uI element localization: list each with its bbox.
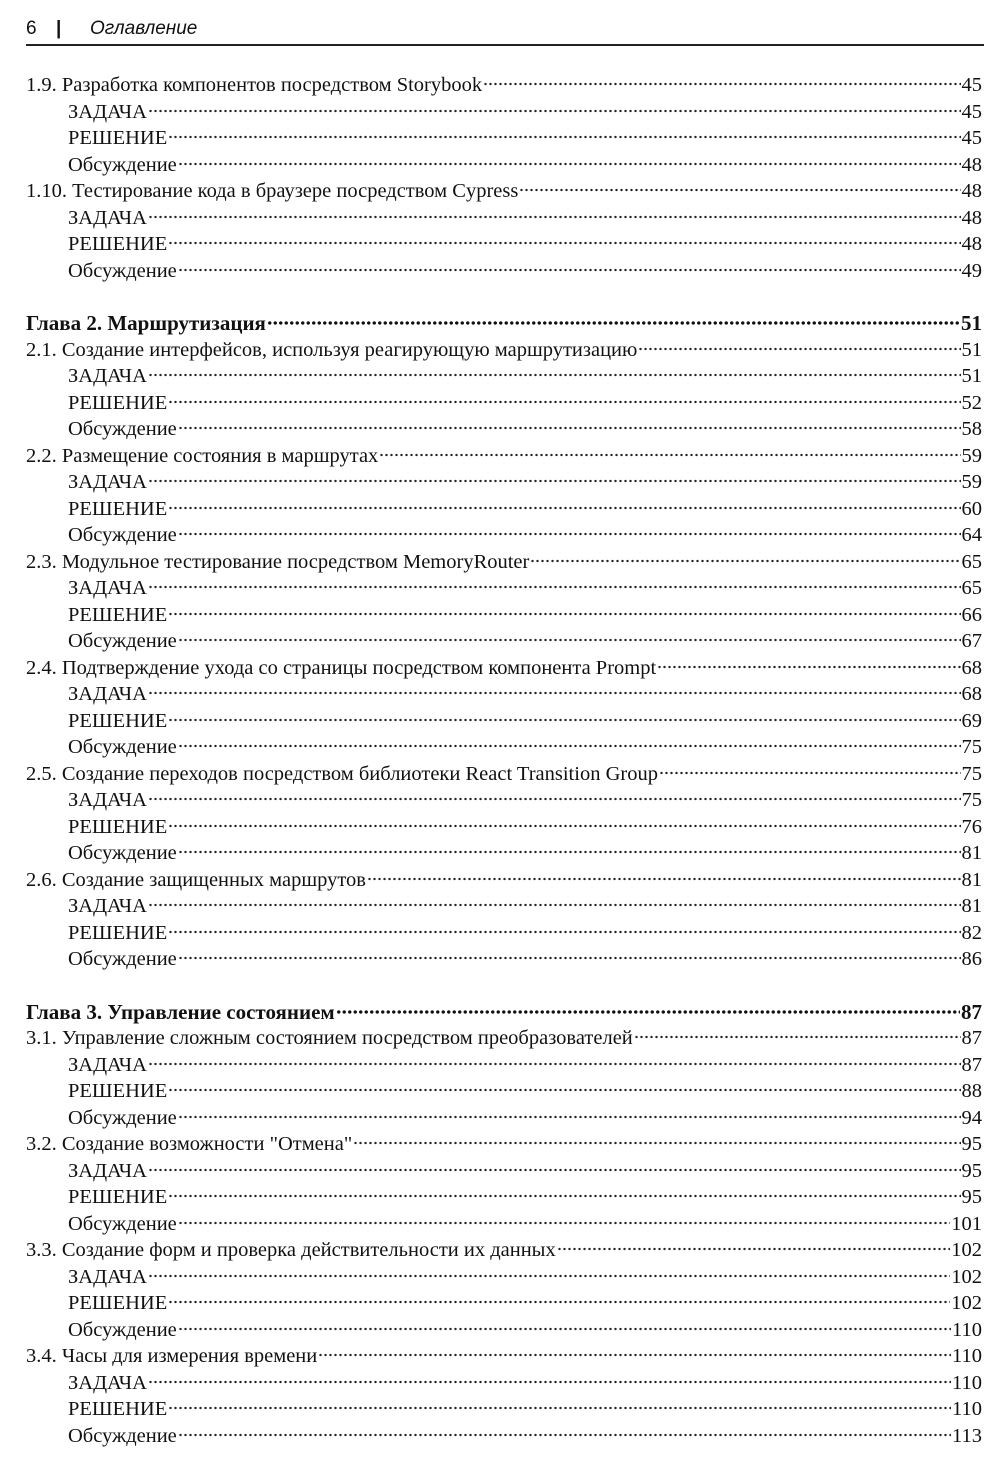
dot-leader (519, 188, 960, 192)
toc-subsection-entry[interactable] (26, 99, 982, 126)
toc-section-entry[interactable] (26, 178, 982, 205)
toc-subsection-entry[interactable] (26, 602, 982, 629)
toc-entry-page-number: 51 (961, 311, 982, 335)
dot-leader (267, 321, 960, 325)
toc-entry-page-number: 102 (951, 1292, 982, 1314)
toc-entry-page-number: 48 (961, 153, 982, 176)
toc-subsection-entry[interactable] (26, 893, 982, 920)
dot-leader (148, 691, 961, 695)
toc-entry-title: РЕШЕНИЕ (68, 1080, 168, 1102)
dot-leader (379, 453, 960, 457)
toc-entry-title: 2.2. Размещение состояния в маршрутах (26, 444, 379, 467)
toc-chapter-entry[interactable] (26, 310, 982, 337)
toc-entry-title: ЗАДАЧА (68, 365, 147, 387)
toc-subsection-entry[interactable] (26, 125, 982, 152)
dot-leader (168, 400, 960, 404)
toc-entry-page-number: 76 (961, 815, 982, 838)
dot-leader (148, 109, 961, 113)
toc-section-entry[interactable] (26, 549, 982, 576)
toc-entry-page-number: 81 (961, 868, 982, 891)
toc-entry-title: Обсуждение (68, 418, 177, 440)
page-number: 6 (26, 18, 37, 39)
toc-subsection-entry[interactable] (26, 814, 982, 841)
toc-section-entry[interactable] (26, 337, 982, 364)
toc-entry-title: РЕШЕНИЕ (68, 127, 168, 149)
dot-leader (178, 1433, 951, 1437)
dot-leader (483, 82, 960, 86)
toc-subsection-entry[interactable] (26, 1317, 982, 1344)
toc-entry-title: ЗАДАЧА (68, 206, 147, 229)
toc-subsection-entry[interactable] (26, 787, 982, 814)
toc-section-entry[interactable] (26, 1131, 982, 1158)
toc-entry-title: ЗАДАЧА (68, 577, 147, 599)
toc-section-entry[interactable] (26, 1237, 982, 1264)
toc-entry-title: 3.2. Создание возможности "Отмена" (26, 1133, 353, 1155)
toc-subsection-entry[interactable] (26, 1396, 982, 1423)
toc-entry-page-number: 87 (961, 1053, 982, 1076)
toc-subsection-entry[interactable] (26, 1211, 982, 1238)
toc-subsection-entry[interactable] (26, 734, 982, 761)
toc-entry-page-number: 64 (961, 524, 982, 546)
toc-entry-page-number: 88 (961, 1080, 982, 1102)
toc-entry-title: РЕШЕНИЕ (68, 921, 168, 944)
toc-entry-title: ЗАДАЧА (68, 1053, 147, 1076)
toc-entry-title: ЗАДАЧА (68, 895, 147, 917)
toc-chapter-entry[interactable] (26, 999, 982, 1026)
toc-entry-page-number: 95 (961, 1159, 982, 1182)
toc-subsection-entry[interactable] (26, 496, 982, 523)
toc-entry-title: РЕШЕНИЕ (68, 709, 168, 732)
toc-section-entry[interactable] (26, 1343, 982, 1370)
toc-entry-title: Обсуждение (68, 736, 177, 758)
dot-leader (168, 824, 960, 828)
toc-entry-title: 2.6. Создание защищенных маршрутов (26, 868, 366, 891)
dot-leader (353, 1141, 960, 1145)
toc-entry-page-number: 67 (961, 630, 982, 652)
toc-entry-title: ЗАДАЧА (68, 683, 147, 705)
toc-entry-title: 2.1. Создание интерфейсов, используя реагирующую маршрутизацию (26, 338, 638, 361)
dot-leader (638, 347, 960, 351)
toc-entry-page-number: 95 (961, 1186, 982, 1208)
toc-entry-page-number: 113 (952, 1424, 982, 1447)
toc-subsection-entry[interactable] (26, 575, 982, 602)
dot-leader (367, 877, 961, 881)
dot-leader (178, 744, 961, 748)
toc-entry-page-number: 68 (961, 683, 982, 705)
toc-entry-page-number: 65 (961, 577, 982, 599)
table-of-contents (26, 72, 982, 1449)
dot-leader (148, 215, 961, 219)
toc-entry-title: РЕШЕНИЕ (68, 1186, 168, 1208)
running-title: Оглавление (90, 18, 198, 39)
toc-entry-title: Глава 2. Маршрутизация (26, 311, 266, 335)
toc-entry-title: РЕШЕНИЕ (68, 233, 168, 255)
toc-entry-page-number: 75 (961, 762, 982, 785)
toc-entry-page-number: 51 (961, 338, 982, 361)
toc-entry-title: Обсуждение (68, 153, 177, 176)
toc-entry-page-number: 60 (961, 497, 982, 520)
toc-entry-page-number: 102 (951, 1239, 982, 1261)
dot-leader (168, 718, 960, 722)
toc-entry-page-number: 66 (961, 603, 982, 626)
toc-subsection-entry[interactable] (26, 946, 982, 973)
dot-leader (178, 1221, 950, 1225)
toc-entry-page-number: 86 (961, 948, 982, 970)
toc-subsection-entry[interactable] (26, 231, 982, 258)
header-separator: | (56, 18, 62, 39)
toc-entry-page-number: 69 (961, 709, 982, 732)
dot-leader (178, 850, 961, 854)
toc-entry-page-number: 81 (961, 895, 982, 917)
toc-entry-page-number: 110 (952, 1371, 982, 1394)
toc-entry-page-number: 48 (961, 180, 982, 202)
toc-entry-page-number: 82 (961, 921, 982, 944)
toc-subsection-entry[interactable] (26, 390, 982, 417)
toc-entry-title: 3.3. Создание форм и проверка действительности их данных (26, 1239, 556, 1261)
toc-subsection-entry[interactable] (26, 469, 982, 496)
toc-subsection-entry[interactable] (26, 628, 982, 655)
toc-section-entry[interactable] (26, 72, 982, 99)
toc-subsection-entry[interactable] (26, 1290, 982, 1317)
dot-leader (148, 373, 961, 377)
dot-leader (168, 135, 960, 139)
dot-leader (178, 532, 961, 536)
toc-entry-title: РЕШЕНИЕ (68, 1398, 168, 1420)
toc-entry-title: 1.10. Тестирование кода в браузере посредством Cypress (26, 180, 519, 202)
toc-subsection-entry[interactable] (26, 152, 982, 179)
dot-leader (148, 1274, 950, 1278)
toc-entry-title: ЗАДАЧА (68, 789, 147, 811)
toc-entry-page-number: 101 (951, 1212, 982, 1235)
toc-subsection-entry[interactable] (26, 1052, 982, 1079)
dot-leader (178, 956, 961, 960)
dot-leader (178, 162, 961, 166)
dot-leader (148, 1380, 951, 1384)
toc-entry-page-number: 48 (961, 206, 982, 229)
dot-leader (148, 1062, 961, 1066)
toc-subsection-entry[interactable] (26, 363, 982, 390)
toc-entry-title: ЗАДАЧА (68, 1159, 147, 1182)
toc-entry-title: РЕШЕНИЕ (68, 497, 168, 520)
toc-subsection-entry[interactable] (26, 708, 982, 735)
toc-subsection-entry[interactable] (26, 205, 982, 232)
dot-leader (178, 1115, 961, 1119)
toc-entry-title: 3.4. Часы для измерения времени (26, 1345, 318, 1367)
toc-entry-page-number: 65 (961, 550, 982, 573)
toc-entry-title: ЗАДАЧА (68, 1371, 147, 1394)
toc-entry-page-number: 48 (961, 233, 982, 255)
toc-subsection-entry[interactable] (26, 1105, 982, 1132)
toc-subsection-entry[interactable] (26, 1370, 982, 1397)
toc-section-entry[interactable] (26, 761, 982, 788)
toc-subsection-entry[interactable] (26, 1078, 982, 1105)
dot-leader (659, 771, 961, 775)
toc-subsection-entry[interactable] (26, 416, 982, 443)
toc-entry-title: 2.3. Модульное тестирование посредством MemoryRouter (26, 550, 530, 573)
toc-entry-title: ЗАДАЧА (68, 471, 147, 493)
dot-leader (168, 241, 960, 245)
toc-entry-title: РЕШЕНИЕ (68, 603, 168, 626)
toc-entry-page-number: 110 (952, 1318, 982, 1341)
dot-leader (557, 1247, 951, 1251)
dot-leader (634, 1035, 961, 1039)
toc-entry-title: Обсуждение (68, 630, 177, 652)
toc-entry-page-number: 110 (952, 1345, 982, 1367)
dot-leader (178, 426, 961, 430)
toc-entry-title: 2.5. Создание переходов посредством библиотеки React Transition Group (26, 762, 658, 785)
running-header (26, 14, 984, 46)
toc-subsection-entry[interactable] (26, 1184, 982, 1211)
dot-leader (168, 1194, 960, 1198)
toc-entry-title: Обсуждение (68, 524, 177, 546)
toc-entry-page-number: 49 (961, 259, 982, 282)
toc-entry-page-number: 95 (961, 1133, 982, 1155)
toc-entry-page-number: 94 (961, 1106, 982, 1129)
toc-entry-title: ЗАДАЧА (68, 100, 147, 123)
toc-entry-page-number: 45 (961, 74, 982, 96)
toc-entry-title: РЕШЕНИЕ (68, 815, 168, 838)
dot-leader (148, 585, 961, 589)
toc-entry-page-number: 87 (961, 999, 982, 1024)
toc-entry-page-number: 87 (961, 1027, 982, 1049)
toc-entry-title: 1.9. Разработка компонентов посредством Storybook (26, 74, 483, 96)
dot-leader (168, 506, 960, 510)
toc-entry-title: РЕШЕНИЕ (68, 391, 168, 414)
toc-section-entry[interactable] (26, 655, 982, 682)
toc-section-entry[interactable] (26, 1025, 982, 1052)
toc-entry-page-number: 45 (961, 100, 982, 123)
toc-entry-title: Обсуждение (68, 842, 177, 864)
dot-leader (168, 1406, 951, 1410)
toc-entry-title: РЕШЕНИЕ (68, 1292, 168, 1314)
toc-entry-page-number: 81 (961, 842, 982, 864)
toc-subsection-entry[interactable] (26, 522, 982, 549)
dot-leader (148, 903, 961, 907)
toc-entry-title: 3.1. Управление сложным состоянием посредством преобразователей (26, 1027, 633, 1049)
toc-subsection-entry[interactable] (26, 681, 982, 708)
dot-leader (336, 1010, 960, 1014)
toc-subsection-entry[interactable] (26, 1423, 982, 1450)
toc-entry-page-number: 52 (961, 391, 982, 414)
toc-entry-page-number: 45 (961, 127, 982, 149)
toc-entry-page-number: 110 (952, 1398, 982, 1420)
toc-subsection-entry[interactable] (26, 1264, 982, 1291)
toc-entry-title: Обсуждение (68, 948, 177, 970)
dot-leader (148, 479, 961, 483)
toc-subsection-entry[interactable] (26, 1158, 982, 1185)
toc-section-entry[interactable] (26, 867, 982, 894)
toc-entry-title: Глава 3. Управление состоянием (26, 999, 335, 1024)
toc-entry-page-number: 59 (961, 444, 982, 467)
toc-entry-title: Обсуждение (68, 1318, 177, 1341)
toc-entry-title: Обсуждение (68, 1424, 177, 1447)
dot-leader (148, 797, 961, 801)
dot-leader (168, 1300, 950, 1304)
dot-leader (657, 665, 960, 669)
toc-entry-page-number: 51 (961, 365, 982, 387)
toc-entry-page-number: 59 (961, 471, 982, 493)
dot-leader (168, 612, 960, 616)
toc-entry-page-number: 58 (961, 418, 982, 440)
toc-subsection-entry[interactable] (26, 920, 982, 947)
toc-entry-title: ЗАДАЧА (68, 1265, 147, 1288)
dot-leader (168, 1088, 960, 1092)
dot-leader (178, 268, 961, 272)
toc-entry-title: 2.4. Подтверждение ухода со страницы посредством компонента Prompt (26, 656, 657, 679)
toc-entry-title: Обсуждение (68, 1106, 177, 1129)
toc-entry-title: Обсуждение (68, 1212, 177, 1235)
dot-leader (530, 559, 960, 563)
toc-entry-page-number: 68 (961, 656, 982, 679)
toc-entry-page-number: 102 (951, 1265, 982, 1288)
toc-entry-title: Обсуждение (68, 259, 177, 282)
dot-leader (178, 1327, 951, 1331)
dot-leader (178, 638, 961, 642)
toc-section-entry[interactable] (26, 443, 982, 470)
dot-leader (318, 1353, 951, 1357)
dot-leader (148, 1168, 961, 1172)
dot-leader (168, 930, 960, 934)
toc-subsection-entry[interactable] (26, 840, 982, 867)
toc-subsection-entry[interactable] (26, 258, 982, 285)
toc-entry-page-number: 75 (961, 736, 982, 758)
toc-entry-page-number: 75 (961, 789, 982, 811)
